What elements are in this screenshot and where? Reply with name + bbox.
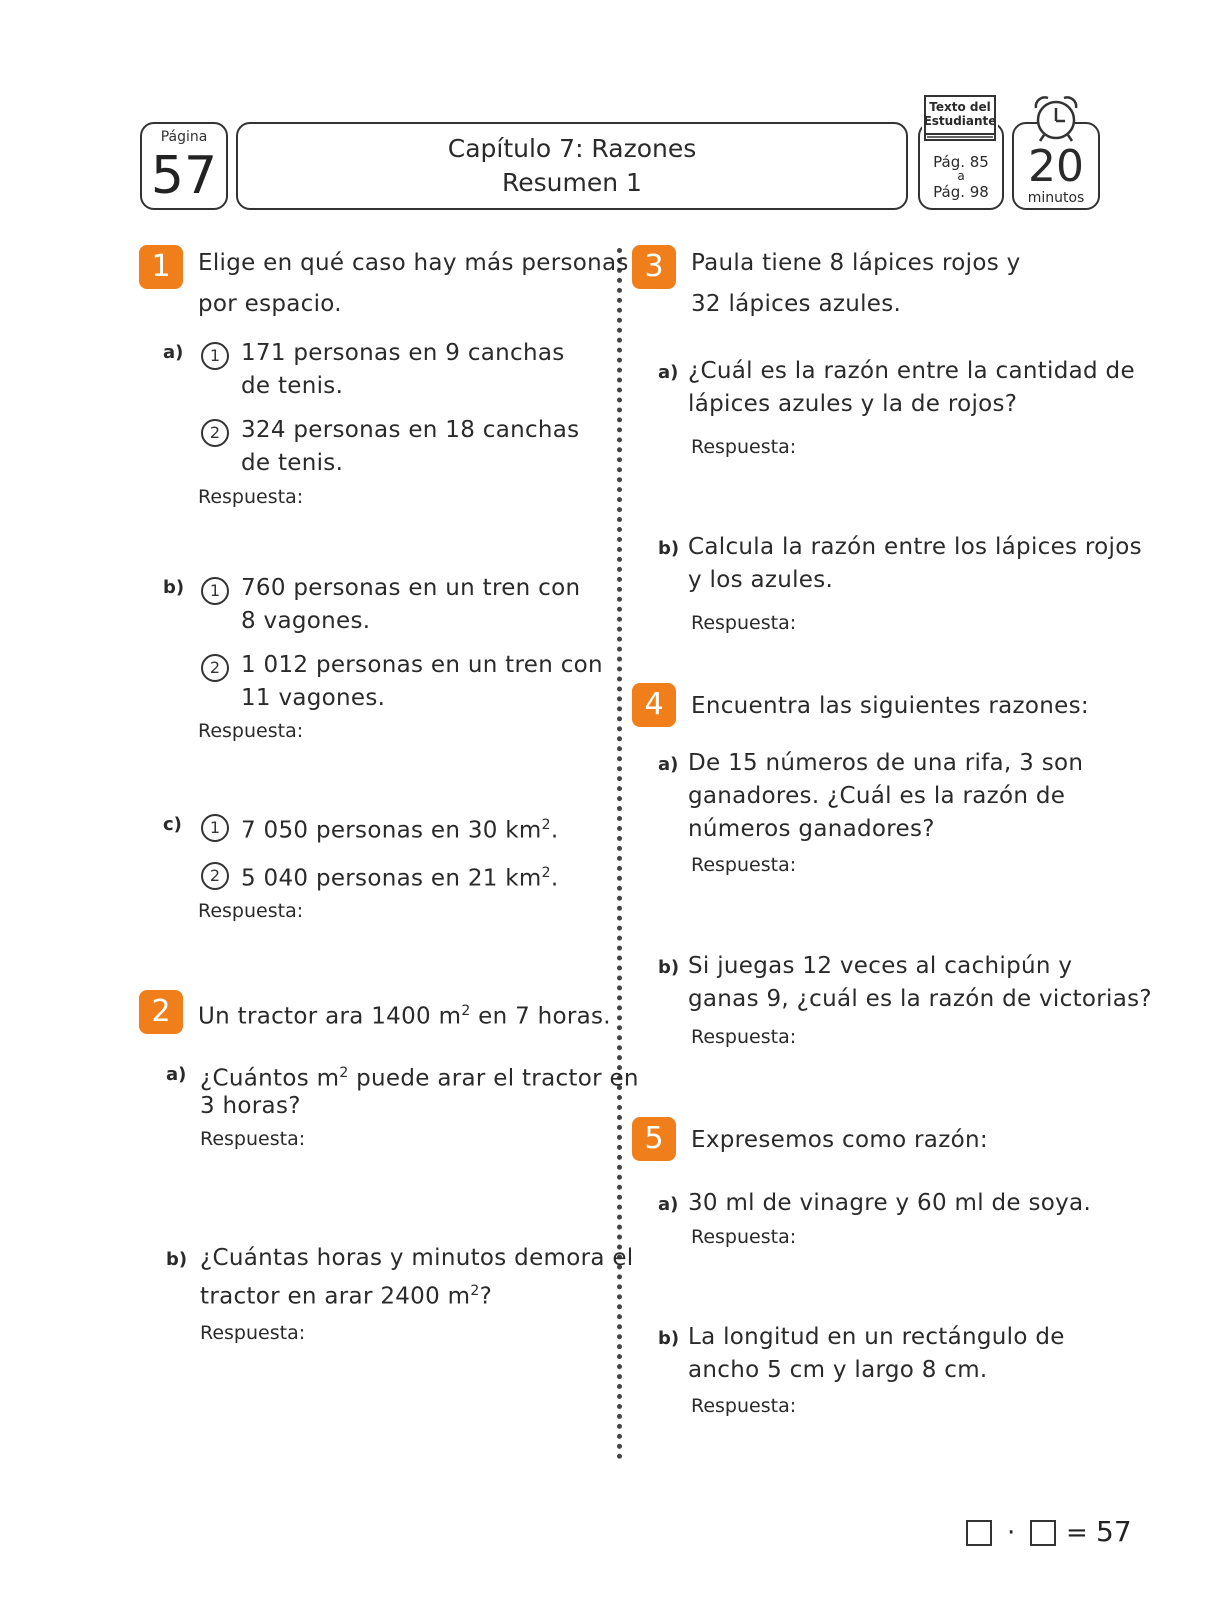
- problem-5a-line1: 30 ml de vinagre y 60 ml de soya.: [688, 1190, 1092, 1216]
- answer-label: Respuesta:: [691, 436, 797, 458]
- answer-label: Respuesta:: [691, 1226, 797, 1248]
- question-text: ¿Cuántos m: [200, 1065, 340, 1092]
- problem-1-badge: 1: [139, 245, 183, 289]
- problem-3a-line1: ¿Cuál es la razón entre la cantidad de: [688, 358, 1135, 384]
- chapter-subtitle: Resumen 1: [502, 168, 642, 197]
- period: .: [550, 865, 559, 892]
- statement-text-end: en 7 horas.: [470, 1003, 611, 1030]
- problem-5b-line1: La longitud en un rectángulo de: [688, 1324, 1065, 1350]
- problem-2a-line2: 3 horas?: [200, 1093, 301, 1119]
- column-divider: [617, 248, 622, 1460]
- superscript: 2: [541, 865, 551, 881]
- problem-4a-line3: números ganadores?: [688, 816, 935, 842]
- problem-4a-line2: ganadores. ¿Cuál es la razón de: [688, 783, 1066, 809]
- problem-1a-option-1-line1: 171 personas en 9 canchas: [241, 340, 565, 366]
- problem-1c-option-1: [241, 808, 558, 848]
- time-value: 20: [1028, 141, 1084, 192]
- superscript: 2: [339, 1065, 349, 1081]
- book-label-1: Texto del: [929, 100, 991, 114]
- problem-3a-label: a): [658, 362, 679, 383]
- problem-4-statement: Encuentra las siguientes razones:: [691, 693, 1089, 719]
- answer-label: Respuesta:: [198, 486, 304, 508]
- problem-1b-option-1-line2: 8 vagones.: [241, 608, 371, 634]
- superscript: 2: [470, 1283, 480, 1299]
- problem-5-badge: 5: [632, 1117, 676, 1161]
- problem-4a-line1: De 15 números de una rifa, 3 son: [688, 750, 1084, 776]
- question-text-end: ?: [479, 1283, 493, 1310]
- problem-5b-label: b): [658, 1328, 680, 1349]
- option-1-marker: 1: [201, 342, 229, 370]
- ref-connector: a: [957, 169, 965, 183]
- problem-2b-line2: [200, 1274, 492, 1314]
- problem-3-badge: 3: [632, 245, 676, 289]
- option-2-marker: 2: [201, 654, 229, 682]
- problem-1-statement-line2: por espacio.: [198, 291, 342, 317]
- problem-3a-line2: lápices azules y la de rojos?: [688, 391, 1018, 417]
- answer-label: Respuesta:: [691, 612, 797, 634]
- footer-result: 57: [1096, 1515, 1132, 1548]
- problem-2a-label: a): [166, 1064, 187, 1085]
- option-text: 5 040 personas en 21 km: [241, 865, 542, 892]
- problem-2b-label: b): [166, 1249, 188, 1270]
- problem-1-statement-line1: Elige en qué caso hay más personas: [198, 250, 629, 276]
- answer-label: Respuesta:: [691, 1026, 797, 1048]
- option-text: 7 050 personas en 30 km: [241, 817, 542, 844]
- problem-1c-option-2: [241, 856, 558, 896]
- problem-3b-line1: Calcula la razón entre los lápices rojos: [688, 534, 1142, 560]
- problem-4b-line1: Si juegas 12 veces al cachipún y: [688, 953, 1073, 979]
- problem-3b-line2: y los azules.: [688, 567, 834, 593]
- question-text: tractor en arar 2400 m: [200, 1283, 471, 1310]
- problem-5b-line2: ancho 5 cm y largo 8 cm.: [688, 1357, 988, 1383]
- period: .: [550, 817, 559, 844]
- page-number: 57: [150, 146, 218, 206]
- problem-1b-label: b): [163, 577, 185, 598]
- time-unit: minutos: [1027, 190, 1085, 206]
- problem-4a-label: a): [658, 754, 679, 775]
- option-1-marker: 1: [201, 814, 229, 842]
- problem-1a-option-2-line2: de tenis.: [241, 450, 344, 476]
- book-label-2: Estudiante: [923, 114, 997, 128]
- alarm-clock-icon: [1028, 94, 1084, 146]
- multiply-dot: ·: [1007, 1518, 1016, 1548]
- answer-label: Respuesta:: [691, 854, 797, 876]
- chapter-title-box: [236, 122, 908, 210]
- question-text-end: puede arar el tractor en: [348, 1065, 639, 1092]
- problem-4-badge: 4: [632, 683, 676, 727]
- problem-3-statement-line1: Paula tiene 8 lápices rojos y: [691, 250, 1021, 276]
- answer-label: Respuesta:: [691, 1395, 797, 1417]
- equals-sign: =: [1066, 1518, 1088, 1548]
- superscript: 2: [541, 817, 551, 833]
- answer-label: Respuesta:: [200, 1128, 306, 1150]
- empty-box-2: [1030, 1520, 1056, 1546]
- superscript: 2: [461, 1003, 471, 1019]
- problem-3b-label: b): [658, 538, 680, 559]
- problem-1b-option-2-line1: 1 012 personas en un tren con: [241, 652, 603, 678]
- empty-box-1: [966, 1520, 992, 1546]
- option-2-marker: 2: [201, 862, 229, 890]
- problem-3-statement-line2: 32 lápices azules.: [691, 291, 902, 317]
- option-2-marker: 2: [201, 419, 229, 447]
- problem-5a-label: a): [658, 1194, 679, 1215]
- problem-1b-option-2-line2: 11 vagones.: [241, 685, 386, 711]
- problem-4b-label: b): [658, 957, 680, 978]
- option-1-marker: 1: [201, 577, 229, 605]
- answer-label: Respuesta:: [200, 1322, 306, 1344]
- problem-4b-line2: ganas 9, ¿cuál es la razón de victorias?: [688, 986, 1152, 1012]
- problem-2-badge: 2: [139, 990, 183, 1034]
- problem-2b-line1: ¿Cuántas horas y minutos demora el: [200, 1245, 634, 1271]
- problem-1b-option-1-line1: 760 personas en un tren con: [241, 575, 581, 601]
- problem-2-statement: [198, 994, 611, 1034]
- page-number-box: [140, 122, 228, 210]
- problem-1a-label: a): [163, 342, 184, 363]
- answer-label: Respuesta:: [198, 720, 304, 742]
- ref-from-page: Pág. 85: [933, 153, 989, 171]
- problem-1a-option-2-line1: 324 personas en 18 canchas: [241, 417, 580, 443]
- problem-1c-label: c): [163, 814, 182, 835]
- book-icon: [922, 94, 998, 144]
- chapter-title: Capítulo 7: Razones: [447, 134, 697, 163]
- ref-to-page: Pág. 98: [933, 183, 989, 201]
- problem-5-statement: Expresemos como razón:: [691, 1127, 988, 1153]
- problem-1a-option-1-line2: de tenis.: [241, 373, 344, 399]
- page-label: Página: [160, 129, 208, 145]
- answer-label: Respuesta:: [198, 900, 304, 922]
- statement-text: Un tractor ara 1400 m: [198, 1003, 462, 1030]
